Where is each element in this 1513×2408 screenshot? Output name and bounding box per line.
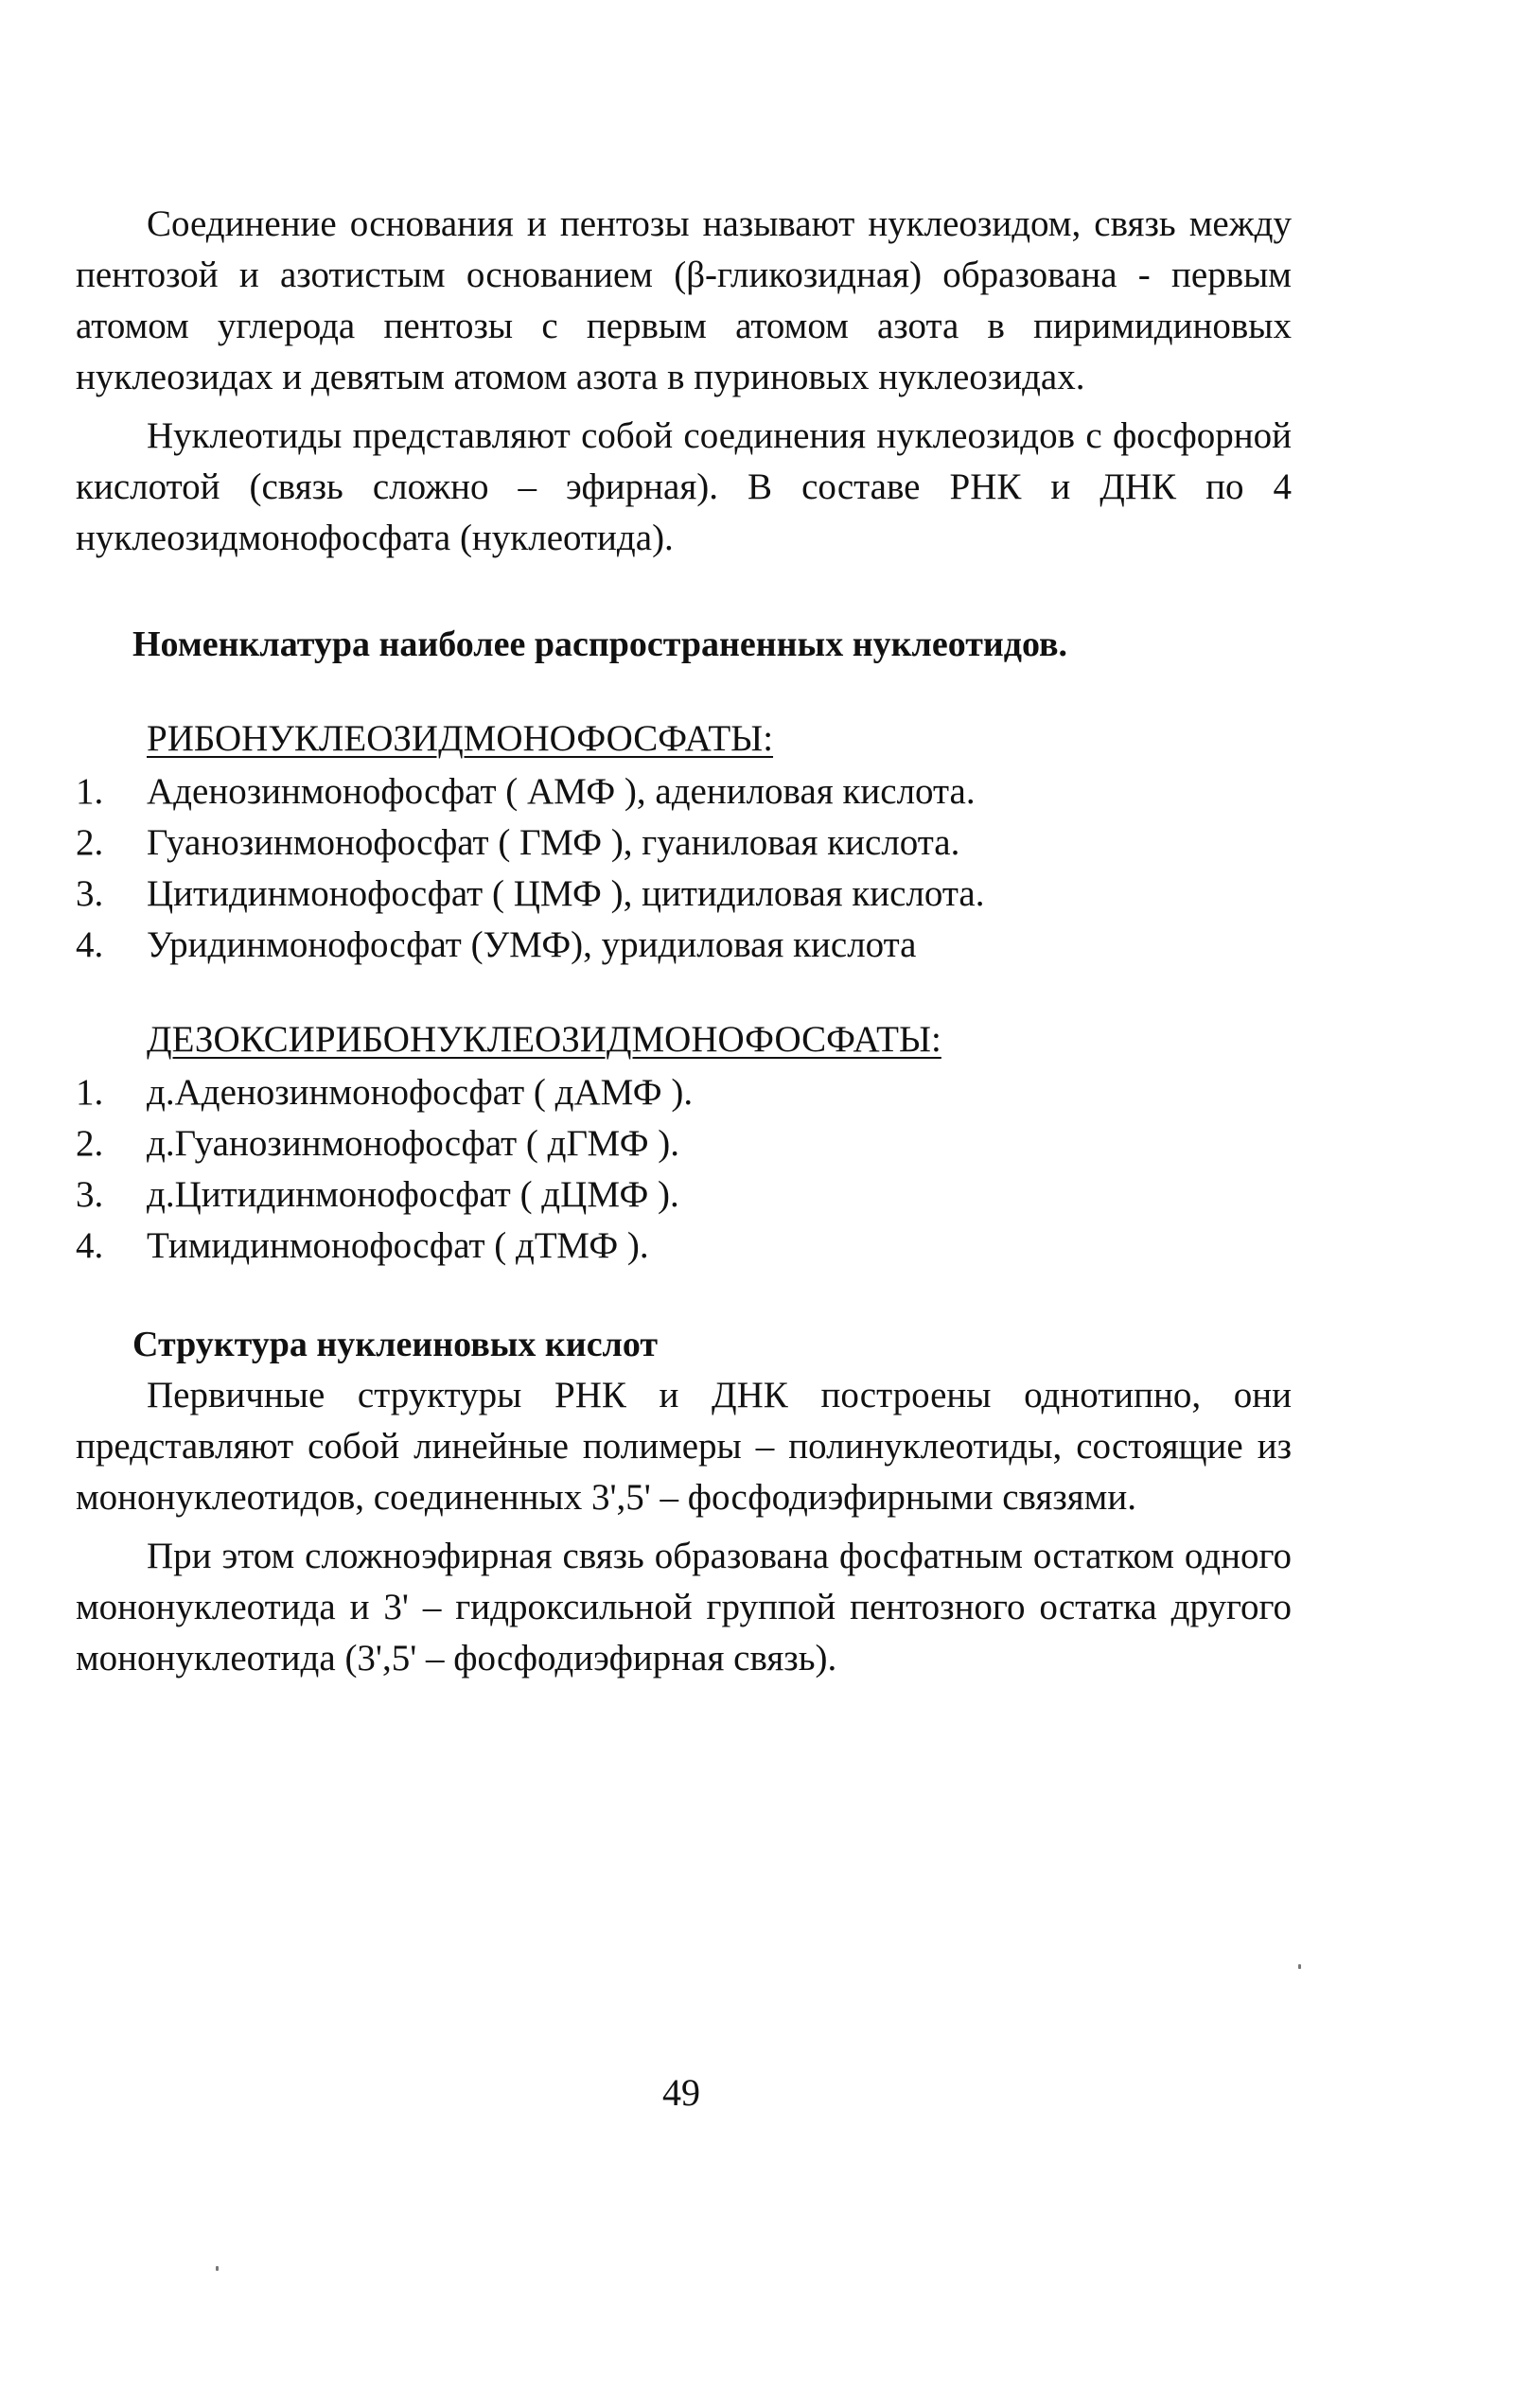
nomenclature-heading: Номенклатура наиболее распространенных нуклеотидов. bbox=[132, 624, 1068, 664]
list-item bbox=[76, 1221, 1292, 1272]
paragraph-nucleoside: Соединение основания и пентозы называют нуклеозидом, связь между пентозой и азотистым основанием (β-гликозидная) образована - первым атомом углерода пентозы с первым атомом азота в пиримидиновых нуклеозидах и девятым атомом азота в пуриновых нуклеозидах. bbox=[76, 203, 1292, 397]
deoxy-list bbox=[76, 1067, 1292, 1272]
ribo-subheading: РИБОНУКЛЕОЗИДМОНОФОСФАТЫ: bbox=[147, 718, 774, 759]
list-item bbox=[76, 869, 1292, 920]
list-text: д.Гуанозинмонофосфат ( дГМФ ). bbox=[147, 1123, 679, 1164]
list-number: 1. bbox=[76, 771, 104, 812]
list-item bbox=[76, 766, 1292, 817]
list-number: 4. bbox=[76, 1225, 104, 1266]
list-text: д.Аденозинмонофосфат ( дАМФ ). bbox=[147, 1072, 694, 1113]
ribo-list bbox=[76, 766, 1292, 971]
list-number: 4. bbox=[76, 924, 104, 965]
page-content bbox=[76, 199, 1292, 1684]
list-number: 2. bbox=[76, 1123, 104, 1164]
list-text: Цитидинмонофосфат ( ЦМФ ), цитидиловая кислота. bbox=[147, 873, 985, 914]
list-number: 3. bbox=[76, 1174, 104, 1215]
list-number: 1. bbox=[76, 1072, 104, 1113]
list-item bbox=[76, 920, 1292, 971]
paragraph-nucleotide: Нуклеотиды представляют собой соединения нуклеозидов с фосфорной кислотой (связь сложно – эфирная). В составе РНК и ДНК по 4 нуклеозидмонофосфата (нуклеотида). bbox=[76, 415, 1292, 558]
deoxy-subheading: ДЕЗОКСИРИБОНУКЛЕОЗИДМОНОФОСФАТЫ: bbox=[147, 1019, 941, 1060]
list-item bbox=[76, 1067, 1292, 1118]
scan-speck bbox=[216, 2266, 219, 2271]
list-item bbox=[76, 817, 1292, 869]
list-item bbox=[76, 1169, 1292, 1221]
list-number: 2. bbox=[76, 822, 104, 863]
list-text: Аденозинмонофосфат ( АМФ ), адениловая кислота. bbox=[147, 771, 976, 812]
list-text: Гуанозинмонофосфат ( ГМФ ), гуаниловая кислота. bbox=[147, 822, 960, 863]
paragraph-ester-bond: При этом сложноэфирная связь образована фосфатным остатком одного мононуклеотида и 3' – гидроксильной группой пентозного остатка другого мононуклеотида (3',5' – фосфодиэфирная связь). bbox=[76, 1536, 1292, 1679]
list-text: Уридинмонофосфат (УМФ), уридиловая кислота bbox=[147, 924, 917, 965]
list-item bbox=[76, 1118, 1292, 1169]
structure-heading: Структура нуклеиновых кислот bbox=[132, 1325, 659, 1364]
page-number: 49 bbox=[662, 2071, 700, 2114]
paragraph-primary-structure: Первичные структуры РНК и ДНК построены однотипно, они представляют собой линейные полимеры – полинуклеотиды, состоящие из мононуклеотидов, соединенных 3',5' – фосфодиэфирными связями. bbox=[76, 1375, 1292, 1518]
list-number: 3. bbox=[76, 873, 104, 914]
scan-speck bbox=[1298, 1964, 1301, 1969]
list-text: д.Цитидинмонофосфат ( дЦМФ ). bbox=[147, 1174, 679, 1215]
list-text: Тимидинмонофосфат ( дТМФ ). bbox=[147, 1225, 649, 1266]
